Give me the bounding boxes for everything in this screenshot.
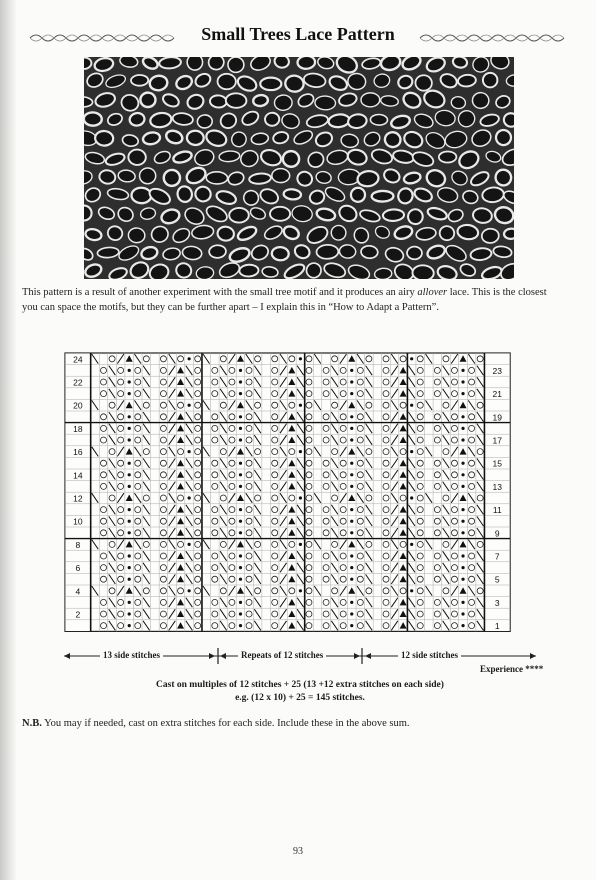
- row-number-left: 16: [73, 447, 83, 458]
- cast-on-line-2: e.g. (12 x 10) + 25 = 145 stitches.: [235, 693, 365, 703]
- intro-paragraph: [22, 285, 562, 315]
- row-number-left: 6: [75, 563, 81, 574]
- row-number-left: 20: [73, 400, 83, 411]
- page-number: 93: [293, 846, 303, 857]
- lace-photo: [84, 57, 514, 279]
- intro-text-2: lace. This is the closest you can space the motifs, but they can be further apart – I explain this in “How to Adapt a Pattern”.: [22, 287, 547, 313]
- row-number-right: 19: [492, 412, 503, 423]
- row-number-right: 7: [494, 551, 500, 562]
- left-side-stitches-label: 13 side stitches: [100, 650, 163, 660]
- row-number-right: 23: [492, 365, 503, 376]
- row-number-left: 18: [73, 423, 83, 434]
- row-number-left: 24: [73, 354, 83, 365]
- page-header: [18, 24, 578, 52]
- right-side-stitches-label: 12 side stitches: [398, 650, 461, 660]
- row-number-right: 9: [494, 528, 500, 539]
- cast-on-line-1: Cast on multiples of 12 stitches + 25 (13 +12 extra stitches on each side): [156, 680, 444, 690]
- intro-emphasis: allover: [417, 287, 448, 298]
- row-number-right: 3: [494, 597, 500, 608]
- row-number-right: 1: [494, 621, 500, 632]
- row-number-left: 14: [73, 470, 83, 481]
- row-number-right: 17: [492, 435, 503, 446]
- stitch-count-bar: [60, 648, 540, 666]
- page-gutter: [0, 0, 16, 880]
- row-number-right: 13: [492, 481, 503, 492]
- row-number-left: 8: [75, 539, 81, 550]
- knitting-chart: [30, 343, 560, 648]
- row-number-left: 22: [73, 377, 83, 388]
- intro-text-1: This pattern is a result of another experiment with the small tree motif and it produces an airy: [22, 287, 418, 298]
- row-number-left: 2: [75, 609, 81, 620]
- row-number-left: 10: [73, 516, 83, 527]
- repeat-stitches-label: Repeats of 12 stitches: [238, 650, 326, 660]
- cast-on-instructions: [80, 679, 520, 705]
- row-number-right: 15: [492, 458, 503, 469]
- row-number-right: 5: [494, 574, 500, 585]
- experience-rating: Experience ****: [480, 664, 544, 674]
- row-number-left: 4: [75, 586, 81, 597]
- chart-grid: [30, 343, 560, 643]
- nb-note: [22, 718, 582, 729]
- nb-label: N.B.: [22, 718, 42, 729]
- row-number-left: 12: [73, 493, 83, 504]
- right-ornament-icon: [418, 32, 568, 44]
- nb-text: You may if needed, cast on extra stitches for each side. Include these in the above sum.: [41, 718, 410, 729]
- page-title: Small Trees Lace Pattern: [201, 24, 395, 44]
- row-number-right: 21: [492, 389, 503, 400]
- row-number-right: 11: [492, 505, 502, 516]
